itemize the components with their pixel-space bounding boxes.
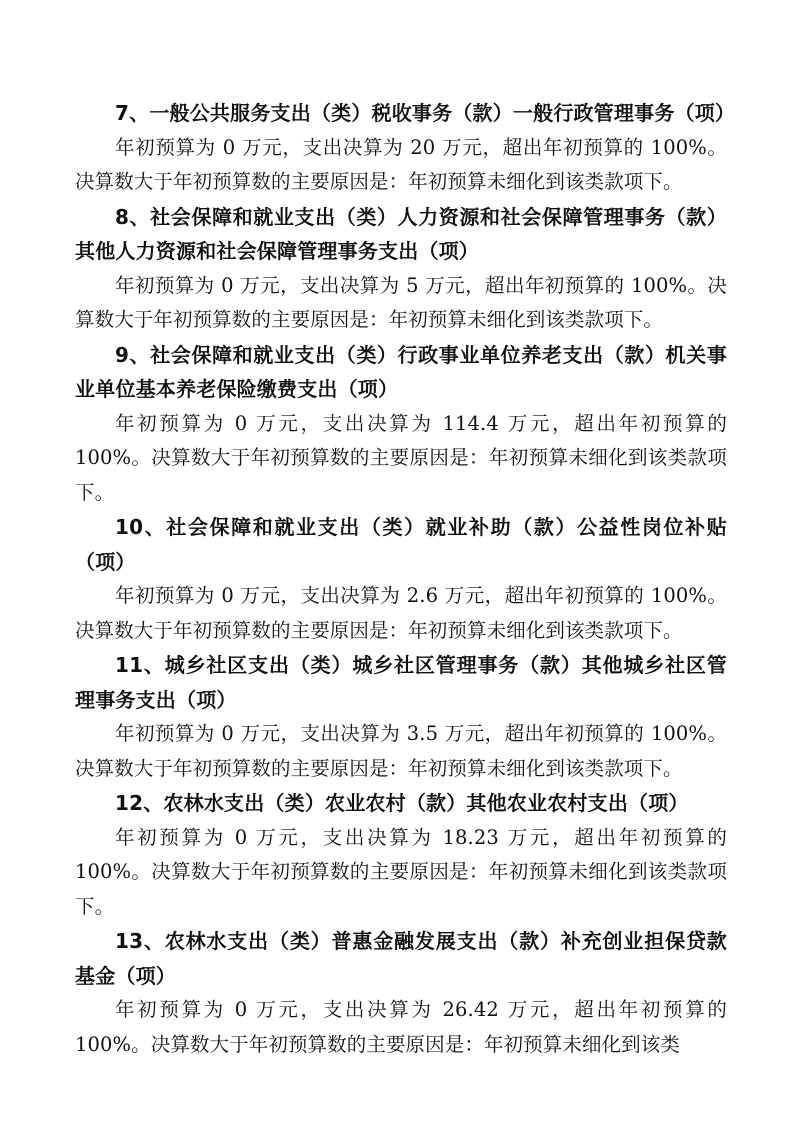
section-heading: 8、社会保障和就业支出（类）人力资源和社会保障管理事务（款）其他人力资源和社会保障管理事务支出（项） [75,204,727,263]
section-body: 年初预算为 0 万元，支出决算为 18.23 万元，超出年初预算的 100%。决算数大于年初预算数的主要原因是：年初预算未细化到该类款项下。 [75,825,727,918]
section-body: 年初预算为 0 万元，支出决算为 20 万元，超出年初预算的 100%。决算数大于年初预算数的主要原因是：年初预算未细化到该类款项下。 [75,135,727,193]
section-7 [75,96,736,200]
section-body: 年初预算为 0 万元，支出决算为 3.5 万元，超出年初预算的 100%。决算数大于年初预算数的主要原因是：年初预算未细化到该类款项下。 [75,722,727,780]
section-heading: 10、社会保障和就业支出（类）就业补助（款）公益性岗位补贴（项） [75,515,727,574]
section-body: 年初预算为 0 万元，支出决算为 26.42 万元，超出年初预算的 100%。决算数大于年初预算数的主要原因是：年初预算未细化到该类 [75,998,727,1056]
section-body: 年初预算为 0 万元，支出决算为 5 万元，超出年初预算的 100%。决算数大于年初预算数的主要原因是：年初预算未细化到该类款项下。 [75,273,727,331]
section-10 [75,510,727,648]
section-heading: 13、农林水支出（类）普惠金融发展支出（款）补充创业担保贷款基金（项） [75,929,727,988]
section-heading: 12、农林水支出（类）农业农村（款）其他农业农村支出（项） [115,791,689,815]
section-body: 年初预算为 0 万元，支出决算为 114.4 万元，超出年初预算的 100%。决算数大于年初预算数的主要原因是：年初预算未细化到该类款项下。 [75,411,727,504]
section-13 [75,924,727,1062]
section-heading: 11、城乡社区支出（类）城乡社区管理事务（款）其他城乡社区管理事务支出（项） [75,653,727,712]
section-11 [75,648,727,786]
section-12 [75,786,727,924]
section-heading: 9、社会保障和就业支出（类）行政事业单位养老支出（款）机关事业单位基本养老保险缴费支出（项） [75,342,727,401]
section-9 [75,338,727,511]
section-8 [75,200,727,338]
section-body: 年初预算为 0 万元，支出决算为 2.6 万元，超出年初预算的 100%。决算数大于年初预算数的主要原因是：年初预算未细化到该类款项下。 [75,584,727,642]
section-heading: 7、一般公共服务支出（类）税收事务（款）一般行政管理事务（项） [115,101,736,125]
document-page [75,96,736,1062]
